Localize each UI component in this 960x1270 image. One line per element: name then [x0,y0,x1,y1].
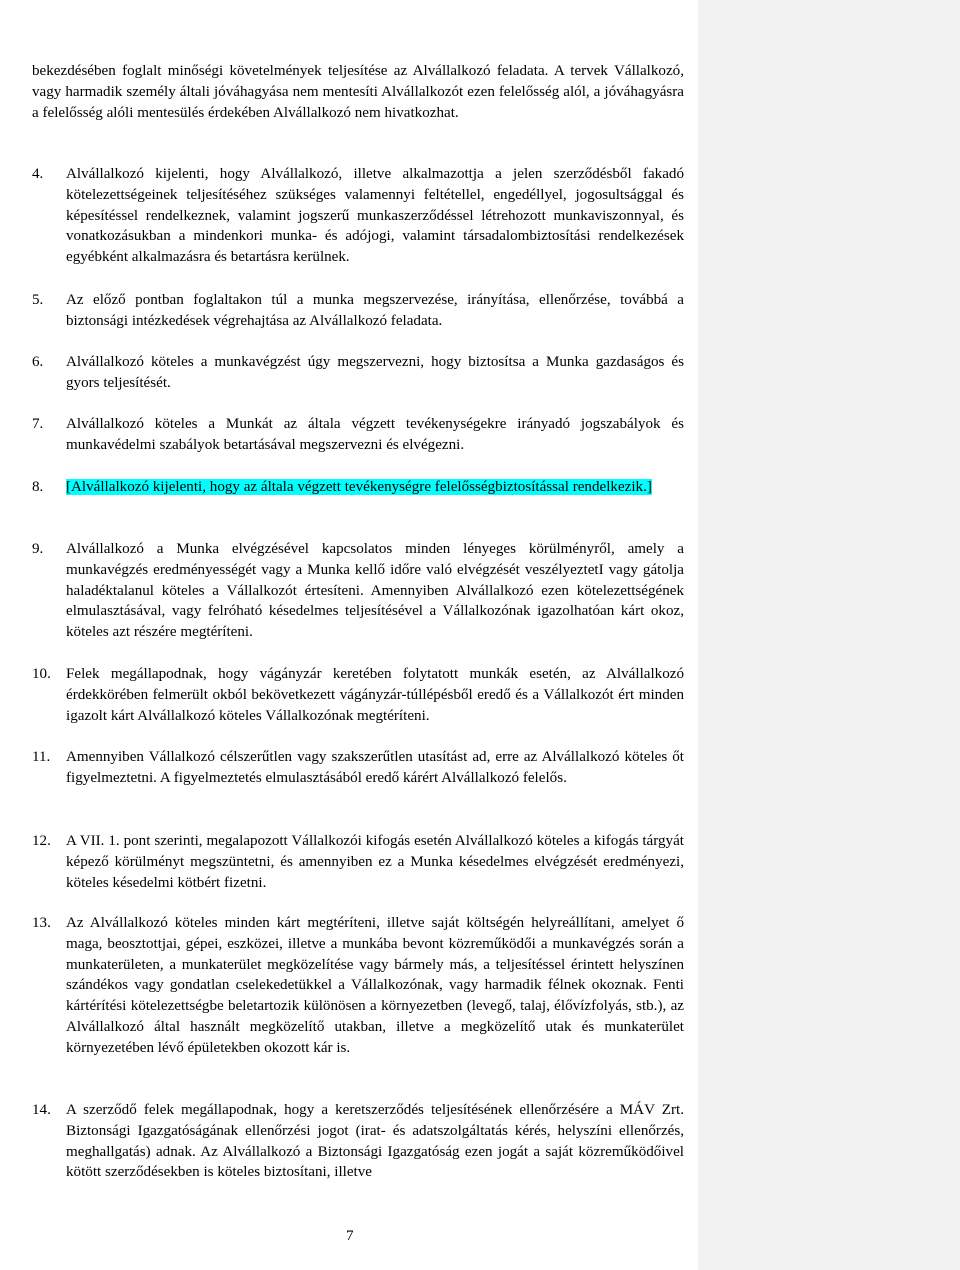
clause-text: A szerződő felek megállapodnak, hogy a keretszerződés teljesítésének ellenőrzésére a MÁV Zrt. Biztonsági Igazgatóságának ellenőrzési jogot (irat- és adatszolgáltatás kérés, helyszíni ellenőrzés, meghallgatás) adnak. Az Alvállalkozó a Biztonsági Igazgatóság ezen jogát a saját közreműködőivel kötött szerződésekben is köteles biztosítani, illetve [66,1102,684,1181]
clause-number: 6. [32,354,44,370]
clause-6 [32,352,684,394]
clause-text: Az Alvállalkozó köteles minden kárt megtéríteni, illetve saját költségén helyreállítani, amelyet ő maga, beosztottjai, gépei, eszközei, illetve a munkába bevont közreműködői a munkavégzés során a munkaterületen, a munkaterület megközelítése vagy bármely más, a teljesítéssel érintett helyszínen szándékos vagy gondatlan cselekedetükkel a Vállalkozónak, vagy harmadik félnek okoznak. Fenti kártérítési kötelezettségbe beletartozik különösen a környezetben (levegő, talaj, élővízfolyás, stb.), az Alvállalkozó által használt megközelítő utakban, illetve a megközelítő utak és munkaterület környezetében lévő épületekben okozott kár is. [66,915,684,1056]
clause-number: 4. [32,166,44,182]
clause-number: 13. [32,915,51,931]
clause-8 [32,477,684,498]
clause-number: 11. [32,749,51,765]
clause-text: Alvállalkozó a Munka elvégzésével kapcsolatos minden lényeges körülményről, amely a munkavégzés eredményességét vagy a Munka kellő időre való elvégzését veszélyeztetI vagy gátolja haladéktalanul köteles a Vállalkozót értesíteni. Amennyiben Alvállalkozó ezen kötelezettségének elmulasztásával, vagy felróható késedelmes teljesítésével a Vállalkozónak igazolhatóan kárt okoz, köteles azt részére megtéríteni. [66,541,684,641]
clause-text: Felek megállapodnak, hogy vágányzár keretében folytatott munkák esetén, az Alvállalkozó érdekkörében felmerült okból bekövetkezett vágányzár-túllépésből eredő és a Vállalkozót ért minden igazolt kárt Alvállalkozó köteles Vállalkozónak megtéríteni. [66,666,684,724]
clause-9 [32,539,684,643]
clause-number: 12. [32,833,51,849]
clause-text: A VII. 1. pont szerinti, megalapozott Vállalkozói kifogás esetén Alvállalkozó köteles a kifogás tárgyát képező körülményt megszüntetni, és amennyiben ez a Munka késedelmes elvégzését eredményezi, köteles késedelmi kötbért fizetni. [66,833,684,891]
clause-text: Alvállalkozó köteles a munkavégzést úgy megszervezni, hogy biztosítsa a Munka gazdaságos és gyors teljesítését. [66,354,684,391]
intro-paragraph: bekezdésében foglalt minőségi követelmények teljesítése az Alvállalkozó feladata. A tervek Vállalkozó, vagy harmadik személy általi jóváhagyása nem mentesíti Alvállalkozót ezen felelősség alól, a jóváhagyásra a felelősség alóli mentesülés érdekében Alvállalkozó nem hivatkozhat. [32,63,684,121]
clause-text: Az előző pontban foglaltakon túl a munka megszervezése, irányítása, ellenőrzése, továbbá a biztonsági intézkedések végrehajtása az Alvállalkozó feladata. [66,292,684,329]
clause-number: 10. [32,666,51,682]
clause-11 [32,747,684,789]
page-number: 7 [346,1228,354,1244]
clause-5 [32,290,684,332]
clause-text: Amennyiben Vállalkozó célszerűtlen vagy szakszerűtlen utasítást ad, erre az Alvállalkozó köteles őt figyelmeztetni. A figyelmeztetés elmulasztásából eredő kárért Alvállalkozó felelős. [66,749,684,786]
clause-4 [32,164,684,268]
clause-number: 8. [32,479,44,495]
clause-number: 9. [32,541,44,557]
clause-10 [32,664,684,726]
clause-text: Alvállalkozó köteles a Munkát az általa végzett tevékenységekre irányadó jogszabályok és munkavédelmi szabályok betartásával megszervezni és elvégezni. [66,416,684,453]
clause-13 [32,913,684,1059]
highlighted-clause-text: [Alvállalkozó kijelenti, hogy az általa végzett tevékenységre felelősségbiztosítással rendelkezik.] [66,479,652,495]
clause-12 [32,831,684,893]
clause-number: 14. [32,1102,51,1118]
clause-number: 5. [32,292,44,308]
clause-14 [32,1100,684,1183]
clause-text: Alvállalkozó kijelenti, hogy Alvállalkozó, illetve alkalmazottja a jelen szerződésből fakadó kötelezettségeinek teljesítéséhez szükséges valamennyi feltétellel, engedéllyel, jogosultsággal és képesítéssel rendelkeznek, valamint jogszerű munkaszerződéssel létrehozott munkaviszonnyal, és vonatkozásukban a mindenkori munka- és adójogi, valamint társadalombiztosítási rendelkezések egyébként alkalmazásra és betartásra kerülnek. [66,166,684,266]
comment-margin-pane [698,0,960,1270]
clause-7 [32,414,684,456]
clause-number: 7. [32,416,44,432]
